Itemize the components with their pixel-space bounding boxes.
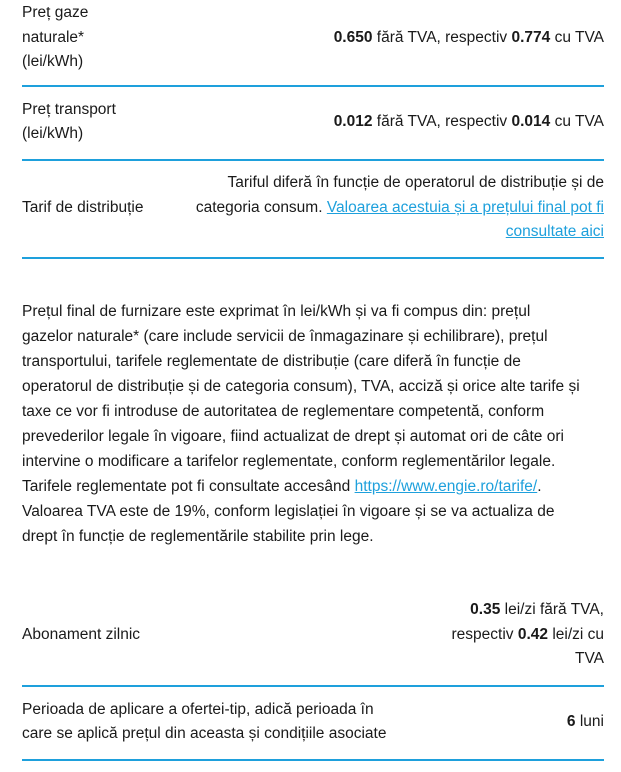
gas-price-without-vat-text: fără TVA, respectiv: [376, 28, 508, 46]
offer-period-value: [567, 710, 604, 735]
tariffs-prefix: Tarifele reglementate pot fi consultate accesând: [22, 478, 351, 495]
offer-period-row: [22, 697, 604, 747]
gas-price-value: [334, 26, 604, 51]
gas-price-without-vat: 0.650: [333, 28, 373, 46]
gas-price-label-line: naturale*: [22, 28, 85, 46]
paragraph-line-tariffs: [22, 474, 606, 499]
gas-price-label-line: (lei/kWh): [22, 53, 84, 71]
offer-period-unit: luni: [579, 712, 604, 730]
distribution-tariff-text: categoria consum.: [195, 198, 323, 216]
paragraph-line: intervine o modificare a tarifelor reglementate, conform reglementărilor legale.: [22, 453, 556, 470]
gas-price-with-vat-text: cu TVA: [554, 28, 604, 46]
divider: [22, 85, 604, 87]
divider: [22, 159, 604, 161]
transport-price-label-line: (lei/kWh): [22, 125, 84, 142]
subscription-label: Abonament zilnic: [22, 625, 141, 643]
subscription-prefix-with-vat: respectiv: [451, 625, 514, 643]
paragraph-line: Valoarea TVA este de 19%, conform legislației în vigoare și se va actualiza de: [22, 503, 555, 520]
transport-price-without-vat-text: fără TVA, respectiv: [376, 112, 508, 130]
distribution-tariff-row: [22, 171, 604, 245]
offer-period-months: 6: [566, 712, 576, 730]
offer-period-label-line: care se aplică prețul din aceasta și condițiile asociate: [22, 725, 387, 742]
subscription-amount-with-vat: 0.42: [517, 625, 548, 643]
subscription-line2: [451, 623, 604, 648]
offer-period-label-line: Perioada de aplicare a ofertei-tip, adică perioada în: [22, 700, 374, 718]
paragraph-line: operatorul de distribuție și de categoria consum), TVA, acciză și orice alte tarife și: [22, 378, 580, 395]
final-price-paragraph: [22, 299, 606, 549]
subscription-row: [22, 598, 604, 672]
paragraph-line: prevederilor legale în vigoare, fiind actualizat de drept și automat ori de câte ori: [22, 428, 564, 445]
paragraph-line: taxe ce vor fi introduse de autoritatea de reglementare competentă, conform: [22, 403, 545, 420]
distribution-tariff-label: Tarif de distribuție: [22, 198, 144, 216]
tariffs-url-link[interactable]: https://www.engie.ro/tarife/: [354, 478, 538, 495]
transport-price-label: [22, 98, 116, 147]
divider: [22, 685, 604, 687]
distribution-tariff-value: [196, 171, 604, 245]
transport-price-with-vat: 0.014: [511, 112, 551, 130]
final-price-link-continued[interactable]: consultate aici: [505, 223, 604, 241]
transport-price-row: [22, 97, 604, 147]
tariffs-suffix: .: [537, 478, 542, 495]
paragraph-line: Prețul final de furnizare este exprimat în lei/kWh și va fi compus din: prețul: [22, 303, 531, 320]
subscription-value: [451, 598, 604, 672]
paragraph-line: drept în funcție de reglementările stabilite prin lege.: [22, 528, 374, 545]
divider: [22, 759, 604, 761]
distribution-tariff-link-line3: [196, 220, 604, 245]
transport-price-with-vat-text: cu TVA: [554, 112, 604, 130]
subscription-text-without-vat: lei/zi fără TVA,: [504, 601, 604, 619]
gas-price-with-vat: 0.774: [511, 28, 551, 46]
offer-period-label: [22, 698, 386, 747]
distribution-tariff-text-line: Tariful diferă în funcție de operatorul de distribuție și de: [227, 174, 604, 192]
subscription-line1: [451, 598, 604, 623]
transport-price-without-vat: 0.012: [333, 112, 373, 130]
subscription-amount-without-vat: 0.35: [470, 601, 501, 619]
distribution-tariff-text-line2: [196, 196, 604, 221]
paragraph-line: transportului, tarifele reglementate de distribuție (care diferă în funcție de: [22, 353, 521, 370]
paragraph-line: gazelor naturale* (care include servicii de înmagazinare și echilibrare), prețul: [22, 328, 548, 345]
final-price-link[interactable]: Valoarea acestuia și a prețului final pot fi: [326, 198, 604, 216]
subscription-tail: TVA: [575, 650, 604, 668]
transport-price-value: [334, 110, 604, 135]
transport-price-label-line: Preț transport: [22, 100, 116, 118]
subscription-text-with-vat: lei/zi cu: [552, 625, 604, 643]
gas-price-label-line: Preț gaze: [22, 4, 89, 22]
gas-price-row: [22, 2, 604, 74]
gas-price-label: [22, 1, 88, 75]
divider: [22, 257, 604, 259]
